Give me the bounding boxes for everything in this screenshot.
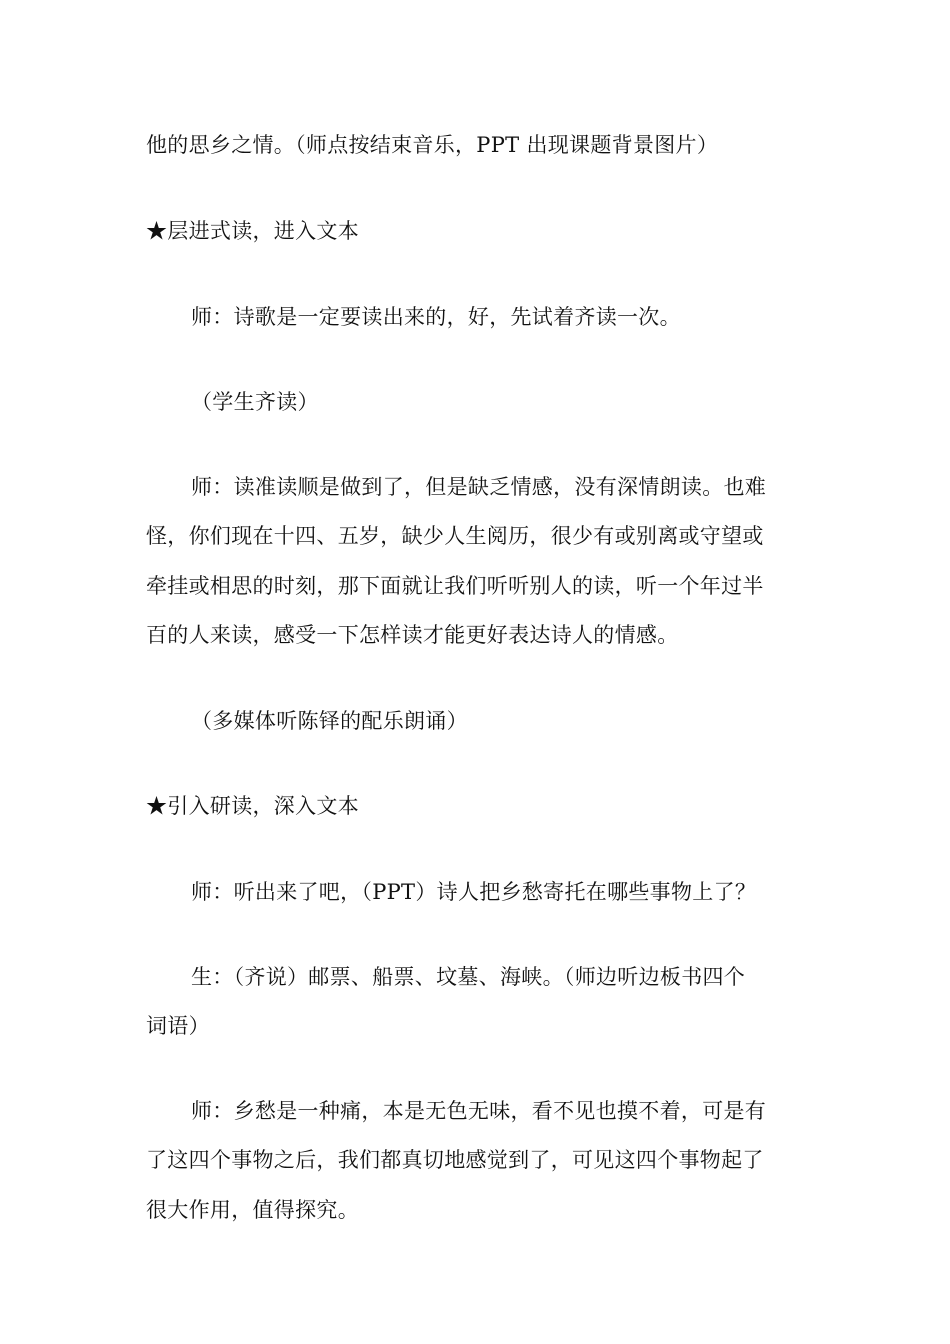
paragraph-continuation: 他的思乡之情。（师点按结束音乐，PPT 出现课题背景图片） bbox=[146, 133, 719, 157]
stage-direction-students-read: （学生齐读） bbox=[191, 390, 319, 414]
student-answer-line-2: 词语） bbox=[146, 1014, 210, 1038]
teacher-paragraph-line-3: 牵挂或相思的时刻，那下面就让我们听听别人的读，听一个年过半 bbox=[146, 574, 764, 598]
teacher-closing-line-1: 师：乡愁是一种痛，本是无色无味，看不见也摸不着，可是有 bbox=[191, 1099, 767, 1123]
stage-direction-multimedia: （多媒体听陈铎的配乐朗诵） bbox=[191, 709, 468, 733]
teacher-line-question: 师：听出来了吧，（PPT）诗人把乡愁寄托在哪些事物上了？ bbox=[191, 880, 757, 904]
teacher-paragraph-line-1: 师：读准读顺是做到了，但是缺乏情感，没有深情朗读。也难 bbox=[191, 475, 767, 499]
teacher-paragraph-line-4: 百的人来读，感受一下怎样读才能更好表达诗人的情感。 bbox=[146, 623, 679, 647]
teacher-line-read-aloud: 师：诗歌是一定要读出来的，好，先试着齐读一次。 bbox=[191, 305, 681, 329]
teacher-paragraph-line-2: 怪，你们现在十四、五岁，缺少人生阅历，很少有或别离或守望或 bbox=[146, 524, 764, 548]
teacher-closing-line-2: 了这四个事物之后，我们都真切地感觉到了，可见这四个事物起了 bbox=[146, 1148, 764, 1172]
student-answer-line-1: 生：（齐说）邮票、船票、坟墓、海峡。（师边听边板书四个 bbox=[191, 965, 746, 989]
section-heading-guided-study: ★引入研读，深入文本 bbox=[146, 794, 359, 818]
section-heading-layered-reading: ★层进式读，进入文本 bbox=[146, 219, 359, 243]
teacher-closing-line-3: 很大作用，值得探究。 bbox=[146, 1198, 359, 1222]
